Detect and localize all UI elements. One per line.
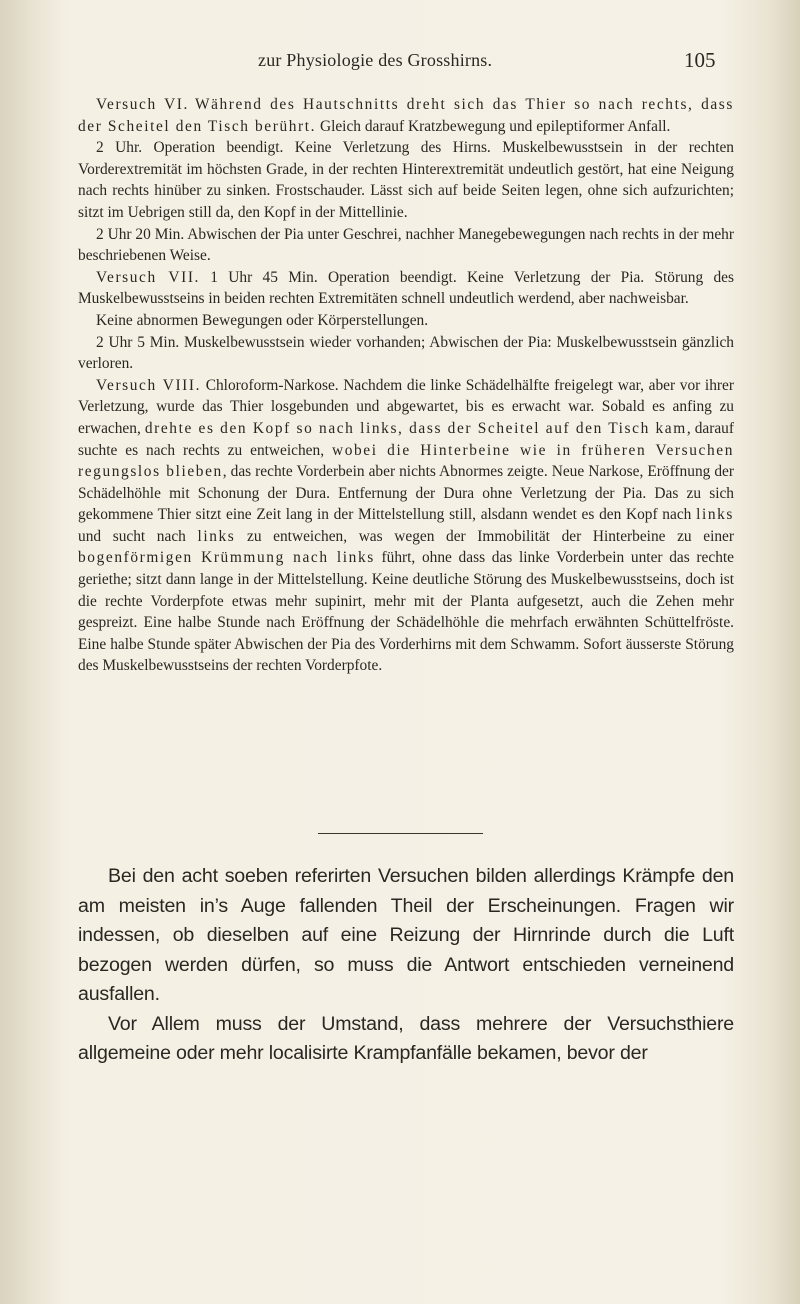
paragraph: 2 Uhr 5 Min. Muskelbewusstsein wieder vorhanden; Abwischen der Pia: Muskelbewusstsein gänzlich verloren. <box>78 333 734 373</box>
paragraph-versuch-8 <box>78 375 734 677</box>
paragraph: Keine abnormen Bewegungen oder Körperstellungen. <box>96 311 429 329</box>
section-divider <box>318 833 483 834</box>
spaced-emphasis: wobei die Hinterbeine wie in früheren Versuchen regungslos blieben <box>78 441 734 481</box>
page-header <box>0 50 800 80</box>
paragraph-versuch-6 <box>78 94 734 137</box>
experiment-label: Versuch VII. <box>96 268 201 286</box>
running-title: zur Physiologie des Grosshirns. <box>258 50 493 70</box>
experiment-protocols <box>78 94 734 677</box>
paragraph: Bei den acht soeben referirten Versuchen bilden allerdings Krämpfe den am meisten in’s Auge fallenden Theil der Erscheinungen. Fragen wir indessen, ob dieselben auf eine Reizung der Hirnrinde durch die Luft bezogen werden dürfen, so muss die Antwort entschieden verneinend ausfallen. <box>78 865 734 1005</box>
spaced-emphasis: Während des Hautschnitts dreht sich das Thier so nach rechts, dass der Scheitel den Tisch berührt. <box>78 96 734 135</box>
paragraph-text: 1 Uhr 45 Min. Operation beendigt. Keine Verletzung der Pia. Störung des Muskelbewusstseins in beiden rechten Extremitäten schnell undeutlich werdend, aber nachweisbar. <box>78 268 735 308</box>
paragraph-text: und sucht nach <box>78 527 198 545</box>
experiment-label: Versuch VIII. <box>96 376 202 394</box>
paragraph-text: Chloroform-Narkose. Nachdem die linke Schädelhälfte freigelegt war, aber vor ihrer Verletzung, wurde das Thier losgebunden und abgewartet, bis es erwacht war. Sobald es anfing zu erwachen, <box>78 376 734 437</box>
spaced-emphasis: links <box>696 506 734 524</box>
experiment-label: Versuch VI. <box>96 96 189 113</box>
spaced-emphasis: drehte es den Kopf so nach links, dass der Scheitel auf den Tisch kam <box>144 419 687 437</box>
paragraph-text: , darauf suchte es nach rechts zu entweichen, <box>78 419 734 459</box>
spaced-emphasis: links <box>197 527 236 545</box>
paragraph-text: zu entweichen, was wegen der Immobilität der Hinterbeine zu einer <box>235 527 734 545</box>
page-number: 105 <box>684 48 716 72</box>
spaced-emphasis: bogenförmigen Krümmung nach links <box>78 549 375 567</box>
paragraph: 2 Uhr 20 Min. Abwischen der Pia unter Geschrei, nachher Manegebewegungen nach rechts in der mehr beschriebenen Weise. <box>78 225 734 265</box>
paragraph-text: Gleich darauf Kratzbewegung und epileptiformer Anfall. <box>316 117 671 135</box>
discussion-text <box>78 862 734 1069</box>
paragraph: Vor Allem muss der Umstand, dass mehrere der Versuchsthiere allgemeine oder mehr localisirte Krampfanfälle bekamen, bevor der <box>78 1012 734 1064</box>
paragraph-versuch-7 <box>78 267 734 310</box>
paragraph-text: , das rechte Vorderbein aber nichts Abnormes zeigte. Neue Narkose, Eröffnung der Schädelhöhle mit Schonung der Dura. Entfernung der Dura ohne Verletzung der Pia. Das zu sich gekommene Thier sitzt eine Zeit lang in der Mittelstellung still, alsdann wendet es den Kopf nach <box>78 463 734 524</box>
paragraph: 2 Uhr. Operation beendigt. Keine Verletzung des Hirns. Muskelbewusstsein in der rechten Vorderextremität im höchsten Grade, in der rechten Hinterextremität undeutlich gestört, hat eine Neigung nach rechts hinüber zu sinken. Frostschauder. Lässt sich auf beide Seiten legen, ohne sich aufzurichten; sitzt im Uebrigen still da, den Kopf in der Mittellinie. <box>78 139 734 221</box>
paragraph-text: führt, ohne dass das linke Vorderbein unter das rechte geriethe; sitzt dann lange in der Mittelstellung. Keine deutliche Störung des Muskelbewusstseins, doch ist die rechte Vorderpfote etwas mehr supinirt, mehr mit der Planta aufgesetzt, auch die Zehen mehr gespreizt. Eine halbe Stunde nach Eröffnung der Schädelhöhle die mehrfach erwähnten Schüttelfröste. Eine halbe Stunde später Abwischen der Pia des Vorderhirns mit dem Schwamm. Sofort äusserste Störung des Muskelbewusstseins der rechten Vorderpfote. <box>78 549 734 675</box>
